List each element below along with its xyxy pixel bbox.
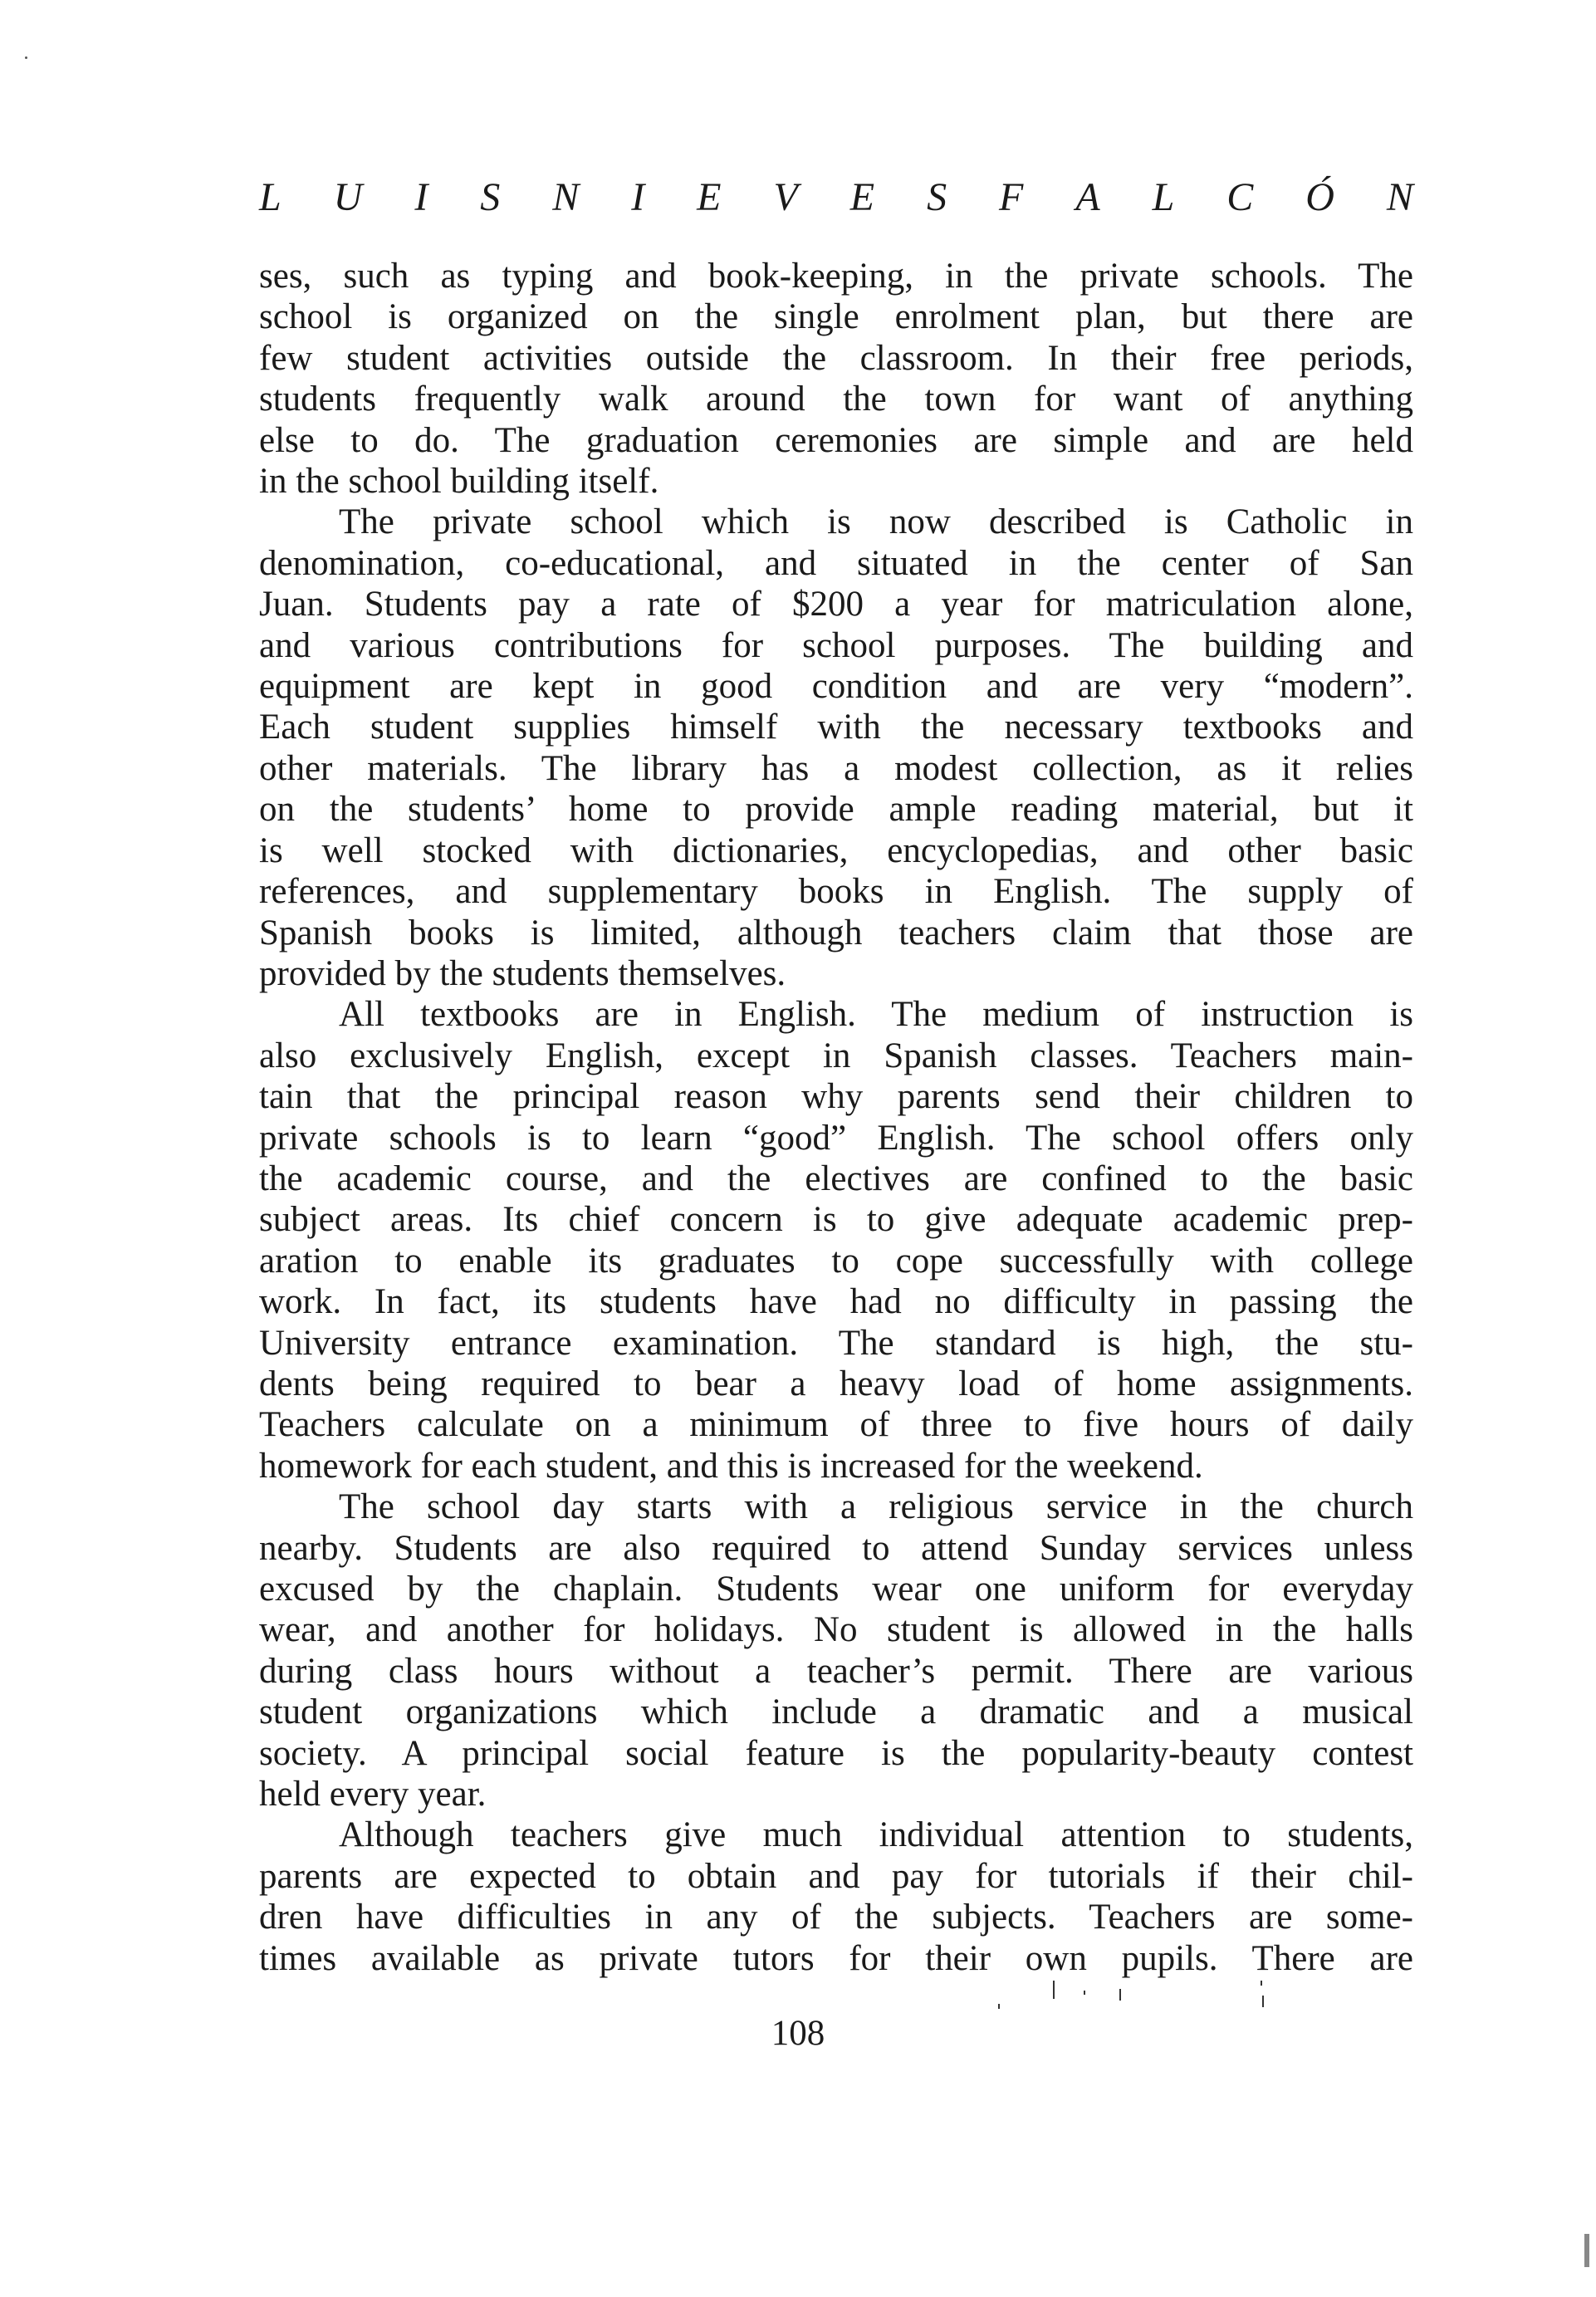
running-header-letter: S (480, 175, 501, 219)
text-line: Each student supplies himself with the necessary textbooks and (259, 708, 1413, 747)
running-header-letter: E (849, 175, 875, 219)
text-line: school is organized on the single enrolment plan, but there are (259, 297, 1413, 337)
paragraph (259, 994, 1413, 1486)
running-header-letter: I (631, 175, 645, 219)
text-line: excused by the chaplain. Students wear one uniform for everyday (259, 1570, 1413, 1609)
body-text (259, 256, 1413, 1979)
text-line: work. In fact, its students have had no difficulty in passing the (259, 1282, 1413, 1322)
text-line: times available as private tutors for their own pupils. There are (259, 1938, 1413, 1978)
text-line: also exclusively English, except in Spanish classes. Teachers main- (259, 1036, 1413, 1075)
text-line: held every year. (259, 1775, 487, 1815)
text-line: tain that the principal reason why parents send their children to (259, 1077, 1413, 1117)
text-line: The school day starts with a religious service in the church (339, 1487, 1413, 1527)
text-line: and various contributions for school purposes. The building and (259, 625, 1413, 665)
text-line: Although teachers give much individual attention to students, (339, 1815, 1413, 1855)
text-line: ses, such as typing and book-keeping, in the private schools. The (259, 257, 1413, 296)
text-line: the academic course, and the electives are confined to the basic (259, 1158, 1413, 1198)
text-line: few student activities outside the classroom. In their free periods, (259, 338, 1413, 378)
text-line: subject areas. Its chief concern is to give adequate academic prep- (259, 1200, 1413, 1240)
text-line: provided by the students themselves. (259, 953, 786, 993)
text-line: during class hours without a teacher’s permit. There are various (259, 1651, 1413, 1691)
text-line: student organizations which include a dramatic and a musical (259, 1692, 1413, 1732)
paragraph (259, 1486, 1413, 1815)
running-header-letter: N (552, 175, 580, 219)
running-header-letter: N (1386, 175, 1413, 219)
page-number: 108 (771, 2014, 825, 2053)
text-line: Juan. Students pay a rate of $200 a year for matriculation alone, (259, 585, 1413, 624)
text-line: society. A principal social feature is the popularity-beauty contest (259, 1733, 1413, 1773)
text-line: The private school which is now described is Catholic in (339, 502, 1413, 542)
text-line: wear, and another for holidays. No student is allowed in the halls (259, 1610, 1413, 1650)
page-edge-mark (1584, 2234, 1589, 2267)
text-line: equipment are kept in good condition and are very “modern”. (259, 667, 1413, 707)
scan-speck (25, 56, 27, 59)
text-line: students frequently walk around the town for want of anything (259, 380, 1413, 419)
running-header-letter: U (333, 175, 363, 219)
paragraph (259, 1815, 1413, 1979)
running-header-letter: E (697, 175, 722, 219)
text-line: dren have difficulties in any of the subjects. Teachers are some- (259, 1898, 1413, 1937)
running-header-letter: L (1152, 175, 1175, 219)
paragraph (259, 256, 1413, 502)
running-header-letter: Ó (1305, 175, 1334, 219)
text-line: references, and supplementary books in English. The supply of (259, 872, 1413, 912)
running-header-letter: C (1226, 175, 1254, 219)
running-header-letter: F (999, 175, 1024, 219)
text-line: dents being required to bear a heavy load of home assignments. (259, 1364, 1413, 1403)
text-line: parents are expected to obtain and pay for tutorials if their chil- (259, 1856, 1413, 1896)
running-header-letter: V (773, 175, 798, 219)
running-header-letter: I (414, 175, 428, 219)
running-header (259, 173, 1413, 223)
running-header-letter: S (927, 175, 947, 219)
text-line: denomination, co-educational, and situated in the center of San (259, 543, 1413, 583)
text-line: private schools is to learn “good” English. The school offers only (259, 1118, 1413, 1158)
text-line: University entrance examination. The standard is high, the stu- (259, 1323, 1413, 1363)
text-line: aration to enable its graduates to cope successfully with college (259, 1241, 1413, 1281)
text-line: nearby. Students are also required to attend Sunday services unless (259, 1528, 1413, 1568)
text-line: homework for each student, and this is increased for the weekend. (259, 1446, 1203, 1486)
running-header-letter: L (259, 175, 282, 219)
text-line: other materials. The library has a modest collection, as it relies (259, 748, 1413, 788)
text-line: in the school building itself. (259, 462, 659, 502)
text-line: else to do. The graduation ceremonies are simple and are held (259, 420, 1413, 460)
text-line: Spanish books is limited, although teachers claim that those are (259, 913, 1413, 953)
paragraph (259, 502, 1413, 994)
text-line: is well stocked with dictionaries, encyclopedias, and other basic (259, 830, 1413, 870)
text-line: All textbooks are in English. The medium of instruction is (339, 995, 1413, 1035)
running-header-letter: A (1075, 175, 1100, 219)
text-line: on the students’ home to provide ample reading material, but it (259, 790, 1413, 830)
text-line: Teachers calculate on a minimum of three to five hours of daily (259, 1405, 1413, 1445)
